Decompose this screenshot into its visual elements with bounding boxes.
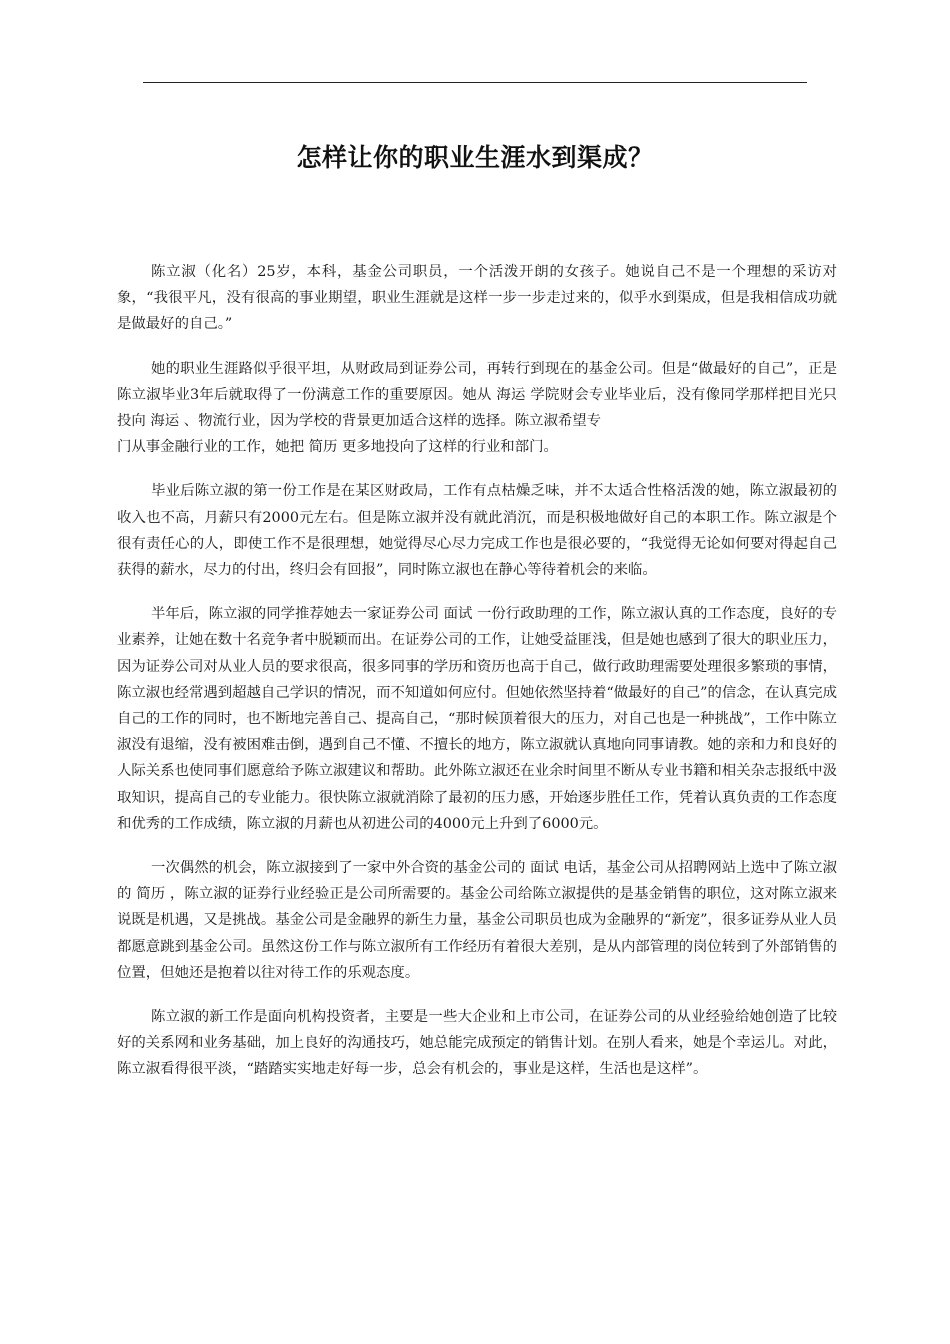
document-title: 怎样让你的职业生涯水到渠成？ [296,143,654,172]
paragraph-securities-company: 半年后，陈立淑的同学推荐她去一家证券公司 面试 一份行政助理的工作，陈立淑认真的工作态度，良好的专业素养，让她在数十名竞争者中脱颖而出。在证券公司的工作，让她受益匪浅，但是她也感到了很大的职业压力，因为证券公司对从业人员的要求很高，很多同事的学历和资历也高于自己，做行政助理需要处理很多繁琐的事情，陈立淑也经常遇到超越自己学识的情况，而不知道如何应付。但她依然坚持着“做最好的自己”的信念，在认真完成自己的工作的同时，也不断地完善自己、提高自己，“那时候顶着很大的压力，对自己也是一种挑战”，工作中陈立淑没有退缩，没有被困难击倒，遇到自己不懂、不擅长的地方，陈立淑就认真地向同事请教。她的亲和力和良好的人际关系也使同事们愿意给予陈立淑建议和帮助。此外陈立淑还在业余时间里不断从专业书籍和相关杂志报纸中汲取知识，提高自己的专业能力。很快陈立淑就消除了最初的压力感，开始逐步胜任工作，凭着认真负责的工作态度和优秀的工作成绩，陈立淑的月薪也从初进公司的4000元上升到了6000元。 [117,606,837,832]
paragraph-career-path: 她的职业生涯路似乎很平坦，从财政局到证券公司，再转行到现在的基金公司。但是“做最好的自己”，正是陈立淑毕业3年后就取得了一份满意工作的重要原因。她从 海运 学院财会专业毕业后，没有像同学那样把目光只投向 海运 、物流行业，因为学校的背景更加适合这样的选择。陈立淑希望专 [117,360,837,430]
paragraph-intro: 陈立淑（化名）25岁，本科，基金公司职员，一个活泼开朗的女孩子。她说自己不是一个理想的采访对象，“我很平凡，没有很高的事业期望，职业生涯就是这样一步一步走过来的，似乎水到渠成，但是我相信成功就是做最好的自己。” [117,264,837,333]
paragraph-career-path-continued: 门从事金融行业的工作，她把 简历 更多地投向了这样的行业和部门。 [117,439,558,456]
article-body [117,259,837,1101]
header-rule [143,82,807,83]
paragraph-new-job: 陈立淑的新工作是面向机构投资者，主要是一些大企业和上市公司，在证券公司的从业经验给她创造了比较好的关系网和业务基础，加上良好的沟通技巧，她总能完成预定的销售计划。在别人看来，她是个幸运儿。对此，陈立淑看得很平淡，“踏踏实实地走好每一步，总会有机会的，事业是这样，生活也是这样”。 [117,1009,837,1078]
paragraph-first-job: 毕业后陈立淑的第一份工作是在某区财政局，工作有点枯燥乏味，并不太适合性格活泼的她，陈立淑最初的收入也不高，月薪只有2000元左右。但是陈立淑并没有就此消沉，而是积极地做好自己的本职工作。陈立淑是个很有责任心的人，即使工作不是很理想，她觉得尽心尽力完成工作也是很必要的，“我觉得无论如何要对得起自己获得的薪水，尽力的付出，终归会有回报”，同时陈立淑也在静心等待着机会的来临。 [117,483,837,579]
paragraph-fund-company-offer: 一次偶然的机会，陈立淑接到了一家中外合资的基金公司的 面试 电话，基金公司从招聘网站上选中了陈立淑的 简历 ，陈立淑的证券行业经验正是公司所需要的。基金公司给陈立淑提供的是基金销售的职位，这对陈立淑来说既是机遇，又是挑战。基金公司是金融界的新生力量，基金公司职员也成为金融界的“新宠”，很多证券从业人员都愿意跳到基金公司。虽然这份工作与陈立淑所有工作经历有着很大差别，是从内部管理的岗位转到了外部销售的位置，但她还是抱着以往对待工作的乐观态度。 [117,860,837,981]
